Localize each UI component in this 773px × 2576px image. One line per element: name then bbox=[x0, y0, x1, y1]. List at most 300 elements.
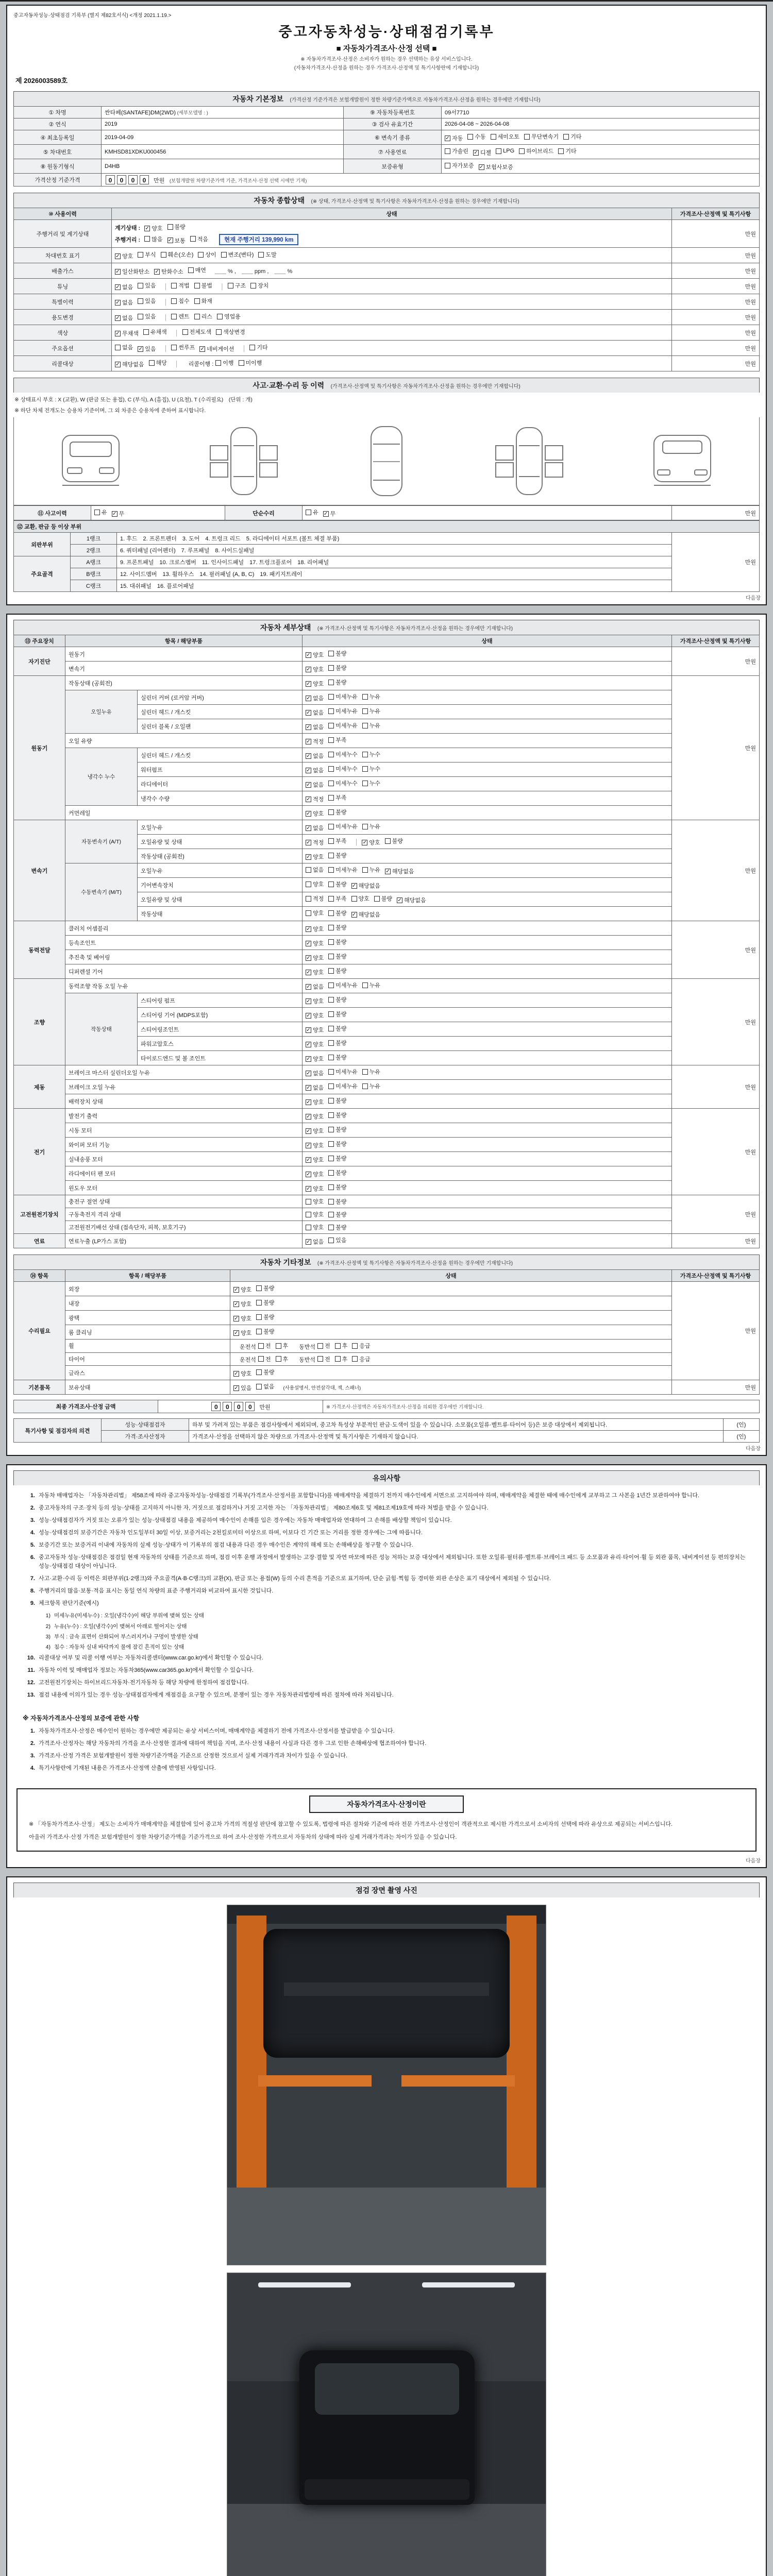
checkbox-label: 일산화탄소 bbox=[122, 269, 150, 275]
checkbox-label: 무 bbox=[119, 511, 125, 517]
checkbox-미세누수[interactable] bbox=[328, 779, 358, 787]
checkbox-양호[interactable] bbox=[306, 939, 324, 947]
checkbox-무[interactable] bbox=[323, 510, 336, 518]
checkbox-장치[interactable] bbox=[250, 281, 268, 290]
rank-row bbox=[14, 545, 760, 556]
checkbox-양호[interactable] bbox=[306, 1112, 324, 1121]
checkbox-box bbox=[558, 148, 564, 154]
checkbox-label: 자동 bbox=[452, 135, 463, 142]
checkbox-양호[interactable] bbox=[351, 894, 369, 903]
checkbox-양호[interactable] bbox=[306, 1170, 324, 1178]
checkbox-없음[interactable] bbox=[306, 708, 324, 717]
checkbox-불량[interactable] bbox=[256, 1368, 274, 1376]
checkbox-리스[interactable] bbox=[194, 312, 212, 320]
checkbox-양호[interactable] bbox=[306, 909, 324, 917]
checkbox-불량[interactable] bbox=[385, 837, 403, 845]
checkbox-부족[interactable] bbox=[328, 837, 346, 845]
item-cell: 실린더 헤드 / 개스킷 bbox=[138, 748, 303, 762]
lift-arm-right bbox=[401, 2075, 515, 2087]
price-cell: 만원 bbox=[672, 1195, 760, 1234]
price-col-header: 가격조사·산정액 및 특기사항 bbox=[672, 635, 760, 647]
notice-text: 자동차 이력 및 매매업자 정보는 자동차365(www.car365.go.kr)에서 확인할 수 있습니다. bbox=[39, 1667, 254, 1673]
detail-row bbox=[14, 1123, 760, 1138]
checkbox-label: 전 bbox=[325, 1356, 330, 1363]
checkbox-양호[interactable] bbox=[306, 1156, 324, 1164]
checkbox-없음[interactable] bbox=[306, 766, 324, 774]
comprehensive-row bbox=[14, 220, 760, 248]
checkbox-무단변속기[interactable] bbox=[524, 132, 559, 141]
checkbox-있음[interactable] bbox=[328, 1236, 346, 1244]
checkbox-누유[interactable] bbox=[362, 707, 380, 715]
car-diagram-right-open bbox=[478, 422, 581, 500]
misc-section-title: 자동차 기타정보 bbox=[260, 1258, 311, 1266]
checkbox-있음[interactable] bbox=[138, 297, 156, 305]
checkbox-양호[interactable] bbox=[115, 252, 133, 260]
checkbox-해당없음[interactable] bbox=[351, 910, 381, 919]
checkbox-불량[interactable] bbox=[328, 1210, 346, 1218]
checkbox-양호[interactable] bbox=[233, 1285, 251, 1294]
checkbox-불량[interactable] bbox=[328, 649, 346, 657]
car-axle bbox=[284, 1982, 489, 1996]
checkbox-가솔린[interactable] bbox=[445, 147, 468, 155]
checkbox-불량[interactable] bbox=[374, 894, 392, 903]
checkbox-label: 세미오토 bbox=[497, 134, 520, 140]
checkbox-label: 후 bbox=[342, 1356, 348, 1363]
checkbox-불량[interactable] bbox=[256, 1313, 274, 1321]
checkbox-없음[interactable] bbox=[306, 781, 324, 789]
checkbox-적음[interactable] bbox=[190, 235, 208, 243]
usage-history-label: 주행거리 및 계기상태 bbox=[14, 220, 112, 248]
checkbox-label: 상이 bbox=[205, 252, 216, 258]
checkbox-도말[interactable] bbox=[258, 250, 276, 259]
checkbox-적정[interactable] bbox=[306, 838, 324, 846]
checkbox-양호[interactable] bbox=[362, 838, 380, 846]
checkbox-불량[interactable] bbox=[328, 1024, 346, 1032]
checkbox-label: 보험사보증 bbox=[485, 164, 513, 171]
checkbox-양호[interactable] bbox=[306, 925, 324, 933]
checkbox-불량[interactable] bbox=[167, 223, 186, 231]
checkbox-탄화수소[interactable] bbox=[154, 267, 183, 276]
basic-row bbox=[14, 118, 760, 130]
checkbox-불량[interactable] bbox=[328, 880, 346, 888]
checkbox-box bbox=[362, 723, 368, 728]
comprehensive-section-note: (※ 상태, 가격조사·산정액 및 특기사항은 자동차가격조사·산정을 원하는 경우에만 기재합니다) bbox=[311, 199, 519, 205]
checkbox-불량[interactable] bbox=[328, 851, 346, 859]
state-cell bbox=[303, 662, 672, 676]
checkbox-box: ✓ bbox=[306, 1128, 311, 1134]
checkbox-양호[interactable] bbox=[233, 1300, 251, 1308]
checkbox-label: 불량 bbox=[392, 838, 403, 844]
checkbox-양호[interactable] bbox=[306, 651, 324, 659]
checkbox-box bbox=[335, 1356, 341, 1362]
checkbox-양호[interactable] bbox=[306, 1127, 324, 1135]
checkbox-label: 양호 bbox=[313, 998, 324, 1005]
checkbox-label: 미세누유 bbox=[335, 1083, 358, 1090]
checkbox-영업용[interactable] bbox=[217, 312, 241, 320]
checkbox-누유[interactable] bbox=[362, 721, 380, 730]
checkbox-label: 없음 bbox=[313, 768, 324, 774]
checkbox-양호[interactable] bbox=[233, 1369, 251, 1378]
checkbox-누유[interactable] bbox=[362, 1082, 380, 1090]
checkbox-box bbox=[115, 345, 121, 350]
checkbox-box bbox=[328, 1238, 334, 1243]
checkbox-후[interactable] bbox=[276, 1342, 289, 1350]
detail-row bbox=[14, 647, 760, 662]
checkbox-양호[interactable] bbox=[306, 1040, 324, 1048]
checkbox-양호[interactable] bbox=[306, 1011, 324, 1020]
checkbox-불량[interactable] bbox=[328, 1183, 346, 1191]
checkbox-응급[interactable] bbox=[352, 1355, 370, 1363]
checkbox-수동[interactable] bbox=[467, 132, 485, 141]
checkbox-기타[interactable] bbox=[563, 132, 581, 141]
checkbox-후[interactable] bbox=[276, 1355, 289, 1363]
checkbox-해당없음[interactable] bbox=[351, 882, 381, 890]
checkbox-일산화탄소[interactable] bbox=[115, 267, 149, 276]
checkbox-해당[interactable] bbox=[149, 359, 167, 367]
checkbox-label: 있음 bbox=[241, 1385, 252, 1392]
checkbox-자동[interactable] bbox=[445, 134, 463, 142]
checkbox-누유[interactable] bbox=[362, 692, 380, 701]
accident-section-title: 사고·교환·수리 등 이력 bbox=[253, 381, 325, 389]
notice-item bbox=[23, 1764, 750, 1773]
checkbox-적법[interactable] bbox=[171, 281, 189, 290]
checkbox-누수[interactable] bbox=[362, 750, 380, 758]
notice-subitem bbox=[38, 1643, 750, 1651]
checkbox-없음[interactable] bbox=[306, 982, 324, 991]
item-cell: 글라스 bbox=[65, 1366, 230, 1380]
detail-row bbox=[14, 979, 760, 993]
checkbox-불량[interactable] bbox=[328, 1197, 346, 1206]
checkbox-양호[interactable] bbox=[144, 224, 162, 232]
checkbox-적정[interactable] bbox=[306, 795, 324, 803]
checkbox-무채색[interactable] bbox=[115, 329, 139, 337]
checkbox-전[interactable] bbox=[258, 1355, 271, 1363]
checkbox-label: 불량 bbox=[335, 651, 347, 657]
checkbox-상이[interactable] bbox=[198, 250, 216, 259]
checkbox-없음[interactable] bbox=[306, 694, 324, 702]
checkbox-있음[interactable] bbox=[138, 345, 156, 353]
item-cell: 실린더 커버 (로커암 커버) bbox=[138, 690, 303, 705]
checkbox-양호[interactable] bbox=[306, 968, 324, 976]
checkbox-양호[interactable] bbox=[306, 1141, 324, 1149]
state-cell bbox=[303, 1051, 672, 1065]
checkbox-불량[interactable] bbox=[328, 1154, 346, 1162]
checkbox-불량[interactable] bbox=[328, 1168, 346, 1177]
checkbox-label: 없음 bbox=[313, 696, 324, 702]
checkbox-불량[interactable] bbox=[328, 923, 346, 931]
checkbox-불량[interactable] bbox=[328, 808, 346, 816]
checkbox-썬루프[interactable] bbox=[171, 343, 195, 351]
checkbox-불량[interactable] bbox=[328, 1039, 346, 1047]
checkbox-미세누유[interactable] bbox=[328, 1067, 358, 1076]
checkbox-label: 미세누유 bbox=[335, 1069, 358, 1075]
checkbox-응급[interactable] bbox=[352, 1342, 370, 1350]
item-cell: 작동상태 (공회전) bbox=[138, 849, 303, 863]
checkbox-양호[interactable] bbox=[306, 880, 324, 888]
checkbox-후[interactable] bbox=[335, 1342, 348, 1350]
checkbox-양호[interactable] bbox=[306, 1026, 324, 1034]
checkbox-불량[interactable] bbox=[328, 1223, 346, 1231]
checkbox-훼손(오손)[interactable] bbox=[161, 250, 194, 259]
checkbox-양호[interactable] bbox=[306, 1098, 324, 1106]
checkbox-부족[interactable] bbox=[328, 793, 346, 802]
checkbox-불량[interactable] bbox=[256, 1327, 274, 1335]
checkbox-전체도색[interactable] bbox=[182, 328, 212, 336]
checkbox-양호[interactable] bbox=[233, 1314, 251, 1323]
checkbox-양호[interactable] bbox=[306, 997, 324, 1005]
checkbox-box: ✓ bbox=[306, 782, 311, 788]
checkbox-미세누유[interactable] bbox=[328, 721, 358, 730]
checkbox-기타[interactable] bbox=[249, 343, 267, 351]
price-cell: 만원 bbox=[672, 248, 760, 263]
price-cell: 만원 bbox=[672, 1234, 760, 1248]
checkbox-box: ✓ bbox=[306, 1027, 311, 1033]
checkbox-변조(변타)[interactable] bbox=[221, 250, 254, 259]
usage-history-label: 차대번호 표기 bbox=[14, 248, 112, 263]
checkbox-box bbox=[328, 1170, 334, 1176]
item-cell: 타이로드엔드 및 볼 조인트 bbox=[138, 1051, 303, 1065]
checkbox-부식[interactable] bbox=[138, 250, 156, 259]
state-cell bbox=[303, 1152, 672, 1166]
item-cell: 연료누출 (LP가스 포함) bbox=[65, 1234, 303, 1248]
checkbox-label: 양호 bbox=[241, 1330, 252, 1336]
checkbox-기타[interactable] bbox=[558, 147, 576, 155]
field-label: 가격산정 기준가격 bbox=[14, 174, 102, 187]
notice-number: 4. bbox=[30, 1765, 35, 1772]
usage-history-label: 용도변경 bbox=[14, 310, 112, 325]
amount-digit: 0 bbox=[117, 175, 126, 184]
checkbox-있음[interactable] bbox=[138, 281, 156, 290]
state-cell bbox=[303, 1166, 672, 1181]
checkbox-해당없음[interactable] bbox=[397, 896, 426, 904]
checkbox-구조[interactable] bbox=[228, 281, 246, 290]
checkbox-box: ✓ bbox=[145, 225, 149, 231]
checkbox-양호[interactable] bbox=[306, 1223, 324, 1231]
rank-parts-cell: 9. 프론트패널 10. 크로스멤버 11. 인사이드패널 17. 트렁크플로어 18. 리어패널 bbox=[117, 556, 672, 568]
document-subnote-1: ※ 자동차가격조사·산정은 소비자가 원하는 경우 선택하는 유상 서비스입니다. bbox=[300, 57, 473, 62]
usage-history-label: 특별이력 bbox=[14, 294, 112, 310]
item-cell: 윈도우 모터 bbox=[65, 1181, 303, 1195]
lift-arm-left bbox=[258, 2075, 372, 2087]
checkbox-디젤[interactable] bbox=[473, 148, 491, 157]
item-cell: 클러치 어셈블리 bbox=[65, 921, 303, 936]
checkbox-전[interactable] bbox=[258, 1342, 271, 1350]
checkbox-없음[interactable] bbox=[306, 1238, 324, 1246]
checkbox-없음[interactable] bbox=[115, 283, 133, 291]
checkbox-불량[interactable] bbox=[256, 1298, 274, 1307]
checkbox-불량[interactable] bbox=[328, 1010, 346, 1018]
checkbox-없음[interactable] bbox=[306, 824, 324, 832]
checkbox-있음[interactable] bbox=[138, 312, 156, 320]
checkbox-label: 미세누유 bbox=[335, 867, 358, 873]
checkbox-box bbox=[445, 163, 450, 168]
checkbox-box bbox=[328, 665, 334, 671]
checkbox-label: 전 bbox=[265, 1356, 271, 1363]
checkbox-label: 부족 bbox=[335, 795, 347, 801]
checkbox-미세누유[interactable] bbox=[328, 866, 358, 874]
car-diagrams bbox=[13, 417, 760, 505]
checkbox-box bbox=[306, 867, 311, 873]
basic-row bbox=[14, 130, 760, 145]
checkbox-누유[interactable] bbox=[362, 866, 380, 874]
checkbox-유채색[interactable] bbox=[143, 328, 167, 336]
checkbox-불량[interactable] bbox=[328, 952, 346, 960]
checkbox-유[interactable] bbox=[306, 508, 318, 516]
checkbox-보험사보증[interactable] bbox=[479, 163, 513, 171]
state-cell bbox=[230, 1282, 672, 1296]
checkbox-누수[interactable] bbox=[362, 765, 380, 773]
checkbox-label: 해당없음 bbox=[358, 912, 381, 918]
checkbox-불량[interactable] bbox=[328, 1140, 346, 1148]
checkbox-하이브리드[interactable] bbox=[519, 147, 553, 155]
checkbox-불량[interactable] bbox=[328, 664, 346, 672]
checkbox-많음[interactable] bbox=[144, 235, 162, 243]
checkbox-불량[interactable] bbox=[328, 678, 346, 686]
checkbox-불량[interactable] bbox=[328, 909, 346, 917]
checkbox-유[interactable] bbox=[94, 508, 107, 516]
checkbox-box: ✓ bbox=[306, 695, 311, 701]
checkbox-해당없음[interactable] bbox=[385, 867, 414, 875]
checkbox-없음[interactable] bbox=[115, 314, 133, 322]
comprehensive-row bbox=[14, 263, 760, 279]
checkbox-침수[interactable] bbox=[171, 297, 189, 305]
checkbox-box bbox=[276, 1343, 281, 1349]
device-cell: 제동 bbox=[14, 1065, 65, 1109]
checkbox-label: 미세누수 bbox=[335, 766, 358, 772]
checkbox-label: 양호 bbox=[313, 1157, 324, 1163]
checkbox-렌트[interactable] bbox=[171, 312, 189, 320]
checkbox-양호[interactable] bbox=[306, 853, 324, 861]
checkbox-불량[interactable] bbox=[328, 1125, 346, 1133]
state-line bbox=[115, 342, 668, 354]
checkbox-적정[interactable] bbox=[306, 737, 324, 745]
checkbox-box bbox=[306, 882, 311, 887]
checkbox-이행[interactable] bbox=[215, 359, 233, 367]
checkbox-매연[interactable] bbox=[188, 266, 206, 274]
final-price-table bbox=[13, 1400, 760, 1413]
checkbox-불량[interactable] bbox=[328, 1053, 346, 1061]
checkbox-불량[interactable] bbox=[328, 967, 346, 975]
field-subtext: (세부모델명 : ) bbox=[176, 110, 208, 116]
checkbox-불량[interactable] bbox=[328, 938, 346, 946]
checkbox-양호[interactable] bbox=[306, 1210, 324, 1218]
checkbox-미세누유[interactable] bbox=[328, 981, 358, 989]
checkbox-label: 없음 bbox=[313, 984, 324, 990]
checkbox-없음[interactable] bbox=[306, 1069, 324, 1077]
checkbox-없음[interactable] bbox=[306, 1083, 324, 1092]
checkbox-불량[interactable] bbox=[328, 995, 346, 1004]
checkbox-불량[interactable] bbox=[328, 1096, 346, 1105]
checkbox-불량[interactable] bbox=[328, 1111, 346, 1119]
checkbox-label: 불법 bbox=[201, 283, 212, 289]
checkbox-자가보증[interactable] bbox=[445, 161, 474, 170]
checkbox-양호[interactable] bbox=[306, 954, 324, 962]
notice-item bbox=[23, 1492, 750, 1500]
checkbox-양호[interactable] bbox=[306, 1184, 324, 1193]
checkbox-label: 양호 bbox=[313, 1172, 324, 1178]
checkbox-LPG[interactable] bbox=[496, 148, 514, 154]
checkbox-적정[interactable] bbox=[306, 894, 324, 903]
checkbox-양호[interactable] bbox=[306, 1055, 324, 1063]
checkbox-box bbox=[194, 298, 200, 304]
checkbox-무[interactable] bbox=[112, 510, 125, 518]
checkbox-미세누유[interactable] bbox=[328, 692, 358, 701]
checkbox-없음[interactable] bbox=[306, 752, 324, 760]
checkbox-색상변경[interactable] bbox=[216, 328, 245, 336]
checkbox-전[interactable] bbox=[317, 1342, 330, 1350]
checkbox-양호[interactable] bbox=[306, 1197, 324, 1206]
checkbox-없음[interactable] bbox=[306, 866, 324, 874]
amount-unit: 만원 bbox=[258, 1404, 271, 1411]
item-cell: 내장 bbox=[65, 1296, 230, 1311]
checkbox-부족[interactable] bbox=[328, 894, 346, 903]
checkbox-box bbox=[328, 752, 334, 757]
checkbox-미세누유[interactable] bbox=[328, 707, 358, 715]
checkbox-양호[interactable] bbox=[306, 665, 324, 673]
checkbox-불법[interactable] bbox=[194, 281, 212, 290]
checkbox-누유[interactable] bbox=[362, 981, 380, 989]
checkbox-부족[interactable] bbox=[328, 736, 346, 744]
checkbox-양호[interactable] bbox=[233, 1329, 251, 1337]
checkbox-전[interactable] bbox=[317, 1355, 330, 1363]
checkbox-불량[interactable] bbox=[256, 1284, 274, 1292]
panel-details bbox=[6, 614, 767, 1456]
checkbox-미세누수[interactable] bbox=[328, 765, 358, 773]
checkbox-없음[interactable] bbox=[306, 723, 324, 731]
inline-label: 운전석 bbox=[240, 1344, 256, 1350]
checkbox-label: 양호 bbox=[313, 910, 324, 917]
checkbox-미세누수[interactable] bbox=[328, 750, 358, 758]
checkbox-미세누유[interactable] bbox=[328, 1082, 358, 1090]
checkbox-미이행[interactable] bbox=[239, 359, 262, 367]
segment-divider: │ bbox=[164, 314, 168, 321]
checkbox-label: 유채색 bbox=[150, 329, 167, 335]
checkbox-label: 유 bbox=[313, 510, 318, 516]
checkbox-label: 누유 bbox=[369, 723, 381, 729]
checkbox-누유[interactable] bbox=[362, 1067, 380, 1076]
checkbox-있음[interactable] bbox=[233, 1384, 251, 1392]
checkbox-네비게이션[interactable] bbox=[199, 345, 234, 353]
checkbox-box bbox=[216, 329, 222, 335]
checkbox-box: ✓ bbox=[306, 1084, 311, 1091]
checkbox-누유[interactable] bbox=[362, 822, 380, 831]
form-reference: 중고자동차성능·상태점검 기록부 (별지 제82호서식) <개정 2021.1.19.> bbox=[13, 13, 172, 19]
notice-section-title: 유의사항 bbox=[372, 1474, 401, 1482]
state-cell bbox=[303, 719, 672, 734]
checkbox-없음[interactable] bbox=[256, 1382, 274, 1391]
checkbox-label: 양호 bbox=[313, 1199, 324, 1205]
checkbox-box bbox=[328, 910, 334, 916]
checkbox-해당없음[interactable] bbox=[115, 360, 144, 368]
basic-row bbox=[14, 107, 760, 118]
checkbox-없음[interactable] bbox=[115, 343, 133, 351]
checkbox-후[interactable] bbox=[335, 1355, 348, 1363]
checkbox-양호[interactable] bbox=[306, 809, 324, 818]
notice-item bbox=[23, 1504, 750, 1513]
checkbox-누수[interactable] bbox=[362, 779, 380, 787]
checkbox-box bbox=[328, 1055, 334, 1060]
checkbox-없음[interactable] bbox=[115, 298, 133, 307]
car-diagram-rear bbox=[636, 422, 729, 500]
checkbox-화재[interactable] bbox=[194, 297, 212, 305]
checkbox-미세누유[interactable] bbox=[328, 822, 358, 831]
checkbox-양호[interactable] bbox=[306, 680, 324, 688]
checkbox-label: 없음 bbox=[122, 345, 133, 351]
checkbox-세미오토[interactable] bbox=[491, 132, 520, 141]
detail-row bbox=[14, 993, 760, 1008]
checkbox-보통[interactable] bbox=[167, 236, 186, 245]
checkbox-label: LPG bbox=[503, 148, 515, 154]
